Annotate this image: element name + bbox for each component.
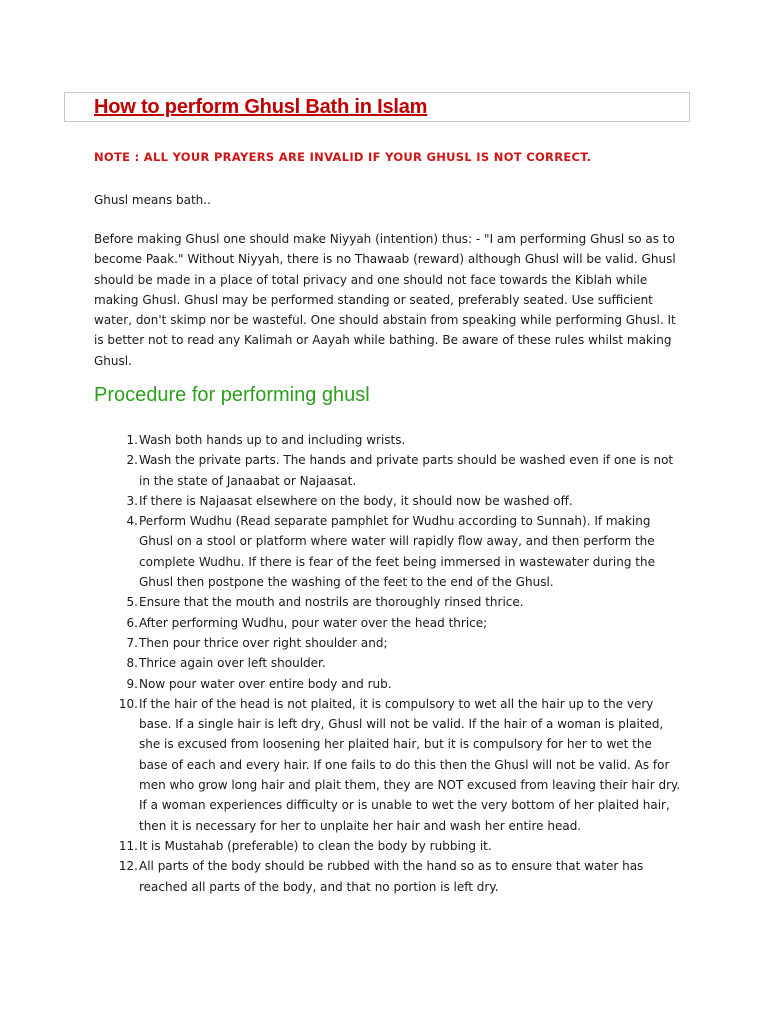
intro-paragraph: Ghusl means bath..	[94, 193, 211, 207]
step-number: 12.	[118, 859, 138, 874]
step-text: If there is Najaasat elsewhere on the body, it should now be washed off.	[139, 493, 573, 508]
step-item	[94, 450, 684, 491]
step-number: 10.	[118, 696, 138, 711]
step-text: Wash both hands up to and including wrists.	[139, 433, 406, 447]
step-text: After performing Wudhu, pour water over the head thrice;	[139, 615, 488, 630]
step-text: Now pour water over entire body and rub.	[139, 676, 392, 691]
step-item	[94, 633, 684, 653]
step-text: Then pour thrice over right shoulder and;	[139, 635, 388, 650]
step-number: 4.	[126, 514, 138, 529]
step-item	[94, 674, 684, 694]
step-number: 9.	[126, 676, 138, 691]
step-number: 2.	[126, 453, 138, 468]
step-text: If the hair of the head is not plaited, it is compulsory to wet all the hair up to the very base. If a single hair is left dry, Ghusl will not be valid. If the hair of a woman is plaited, she is excused from loosening her plaited hair, but it is compulsory for her to wet the base of each and every hair. If one fails to do this then the Ghusl will not be valid. As for men who grow long hair and plait them, they are NOT excused from leaving their hair dry. If a woman experiences difficulty or is unable to wet the very bottom of her plaited hair, then it is necessary for her to unplaite her hair and wash her entire head.	[139, 696, 681, 833]
warning-note: NOTE : ALL YOUR PRAYERS ARE INVALID IF YOUR GHUSL IS NOT CORRECT.	[94, 150, 592, 164]
step-item	[94, 836, 684, 856]
step-number: 11.	[118, 838, 138, 853]
step-item	[94, 430, 684, 450]
niyyah-paragraph: Before making Ghusl one should make Niyyah (intention) thus: - "I am performing Ghusl so as to become Paak." Without Niyyah, there is no Thawaab (reward) although Ghusl will be valid. Ghusl should be made in a place of total privacy and one should not face towards the Kiblah while making Ghusl. Ghusl may be performed standing or seated, preferably seated. Use sufficient water, don't skimp nor be wasteful. One should abstain from speaking while performing Ghusl. It is better not to read any Kalimah or Aayah while bathing. Be aware of these rules whilst making Ghusl.	[94, 232, 676, 368]
step-text: All parts of the body should be rubbed with the hand so as to ensure that water has reached all parts of the body, and that no portion is left dry.	[139, 859, 644, 894]
step-text: Thrice again over left shoulder.	[139, 656, 326, 671]
step-text: It is Mustahab (preferable) to clean the body by rubbing it.	[139, 838, 492, 853]
step-number: 3.	[126, 493, 138, 508]
step-number: 8.	[126, 656, 138, 671]
step-item	[94, 592, 684, 612]
step-number: 1.	[126, 433, 138, 447]
step-item	[94, 613, 684, 633]
step-item	[94, 511, 684, 592]
procedure-heading: Procedure for performing ghusl	[94, 384, 370, 406]
step-number: 7.	[126, 635, 138, 650]
step-item	[94, 856, 684, 897]
step-number: 6.	[126, 615, 138, 630]
page-title: How to perform Ghusl Bath in Islam	[94, 96, 428, 118]
step-item	[94, 491, 684, 511]
step-text: Perform Wudhu (Read separate pamphlet for Wudhu according to Sunnah). If making Ghusl on a stool or platform where water will rapidly flow away, and then perform the complete Wudhu. If there is fear of the feet being immersed in wastewater during the Ghusl then postpone the washing of the feet to the end of the Ghusl.	[139, 514, 655, 590]
step-text: Wash the private parts. The hands and private parts should be washed even if one is not in the state of Janaabat or Najaasat.	[139, 453, 674, 488]
step-text: Ensure that the mouth and nostrils are thoroughly rinsed thrice.	[139, 595, 524, 610]
step-number: 5.	[126, 595, 138, 610]
step-item	[94, 653, 684, 673]
step-item	[94, 694, 684, 836]
procedure-steps-list	[94, 430, 684, 897]
